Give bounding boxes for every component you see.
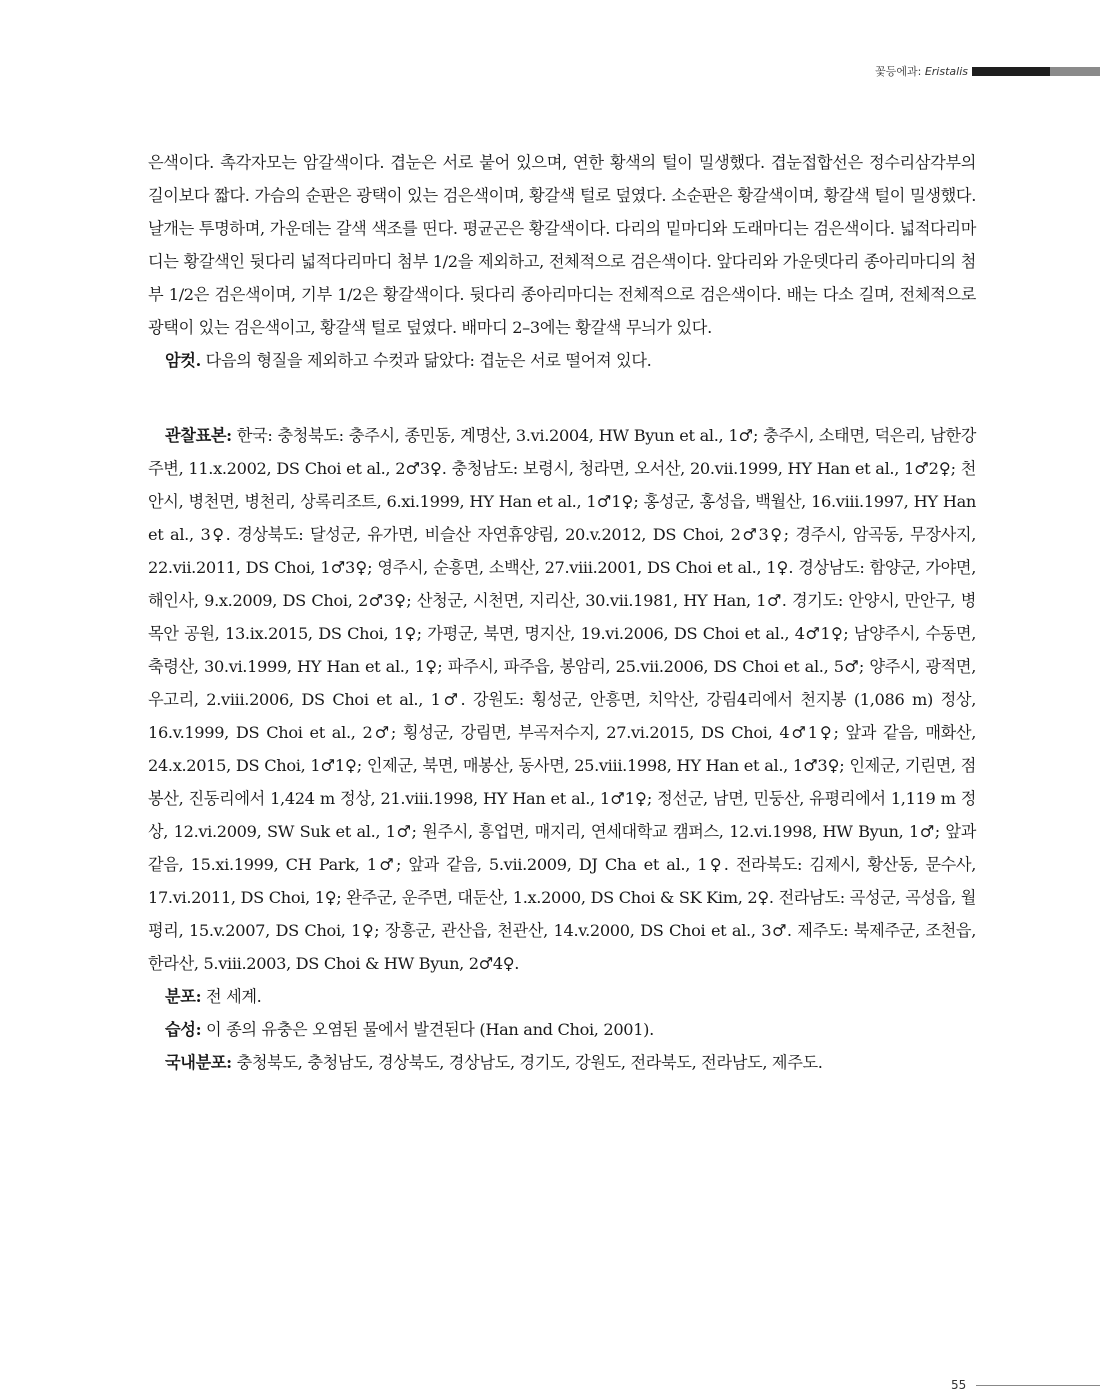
running-head-text — [875, 63, 968, 79]
footer-rule — [976, 1385, 1100, 1386]
habit-paragraph — [148, 1013, 976, 1046]
habit-text: 이 종의 유충은 오염된 물에서 발견된다 (Han and Choi, 2001). — [201, 1020, 654, 1039]
specimens-paragraph — [148, 419, 976, 980]
specimens-text: 한국: 충청북도: 충주시, 종민동, 계명산, 3.vi.2004, HW Byun et al., 1♂; 충주시, 소태면, 덕은리, 남한강 주변, 11.x.2002, DS Choi et al., 2♂3♀. 충청남도: 보령시, 청라면, 오서산, 20.vii.1999, HY Han et al., 1♂2♀; 천안시, 병천면, 병천리, 상록리조트, 6.xi.1999, HY Han et al., 1♂1♀; 홍성군, 홍성읍, 백월산, 16.viii.1997, HY Han et al., 3♀. 경상북도: 달성군, 유가면, 비슬산 자연휴양림, 20.v.2012, DS Choi, 2♂3♀; 경주시, 암곡동, 무장사지, 22.vii.2011, DS Choi, 1♂3♀; 영주시, 순흥면, 소백산, 27.viii.2001, DS Choi et al., 1♀. 경상남도: 함양군, 가야면, 해인사, 9.x.2009, DS Choi, 2♂3♀; 산청군, 시천면, 지리산, 30.vii.1981, HY Han, 1♂. 경기도: 안양시, 만안구, 병목안 공원, 13.ix.2015, DS Choi, 1♀; 가평군, 북면, 명지산, 19.vi.2006, DS Choi et al., 4♂1♀; 남양주시, 수동면, 축령산, 30.vi.1999, HY Han et al., 1♀; 파주시, 파주읍, 봉암리, 25.vii.2006, DS Choi et al., 5♂; 양주시, 광적면, 우고리, 2.viii.2006, DS Choi et al., 1♂. 강원도: 횡성군, 안흥면, 치악산, 강림4리에서 천지봉 (1,086 m) 정상, 16.v.1999, DS Choi et al., 2♂; 횡성군, 강림면, 부곡저수지, 27.vi.2015, DS Choi, 4♂1♀; 앞과 같음, 매화산, 24.x.2015, DS Choi, 1♂1♀; 인제군, 북면, 매봉산, 동사면, 25.viii.1998, HY Han et al., 1♂3♀; 인제군, 기린면, 점봉산, 진동리에서 1,424 m 정상, 21.viii.1998, HY Han et al., 1♂1♀; 정선군, 남면, 민둥산, 유평리에서 1,119 m 정상, 12.vi.2009, SW Suk et al., 1♂; 원주시, 흥업면, 매지리, 연세대학교 캠퍼스, 12.vi.1998, HW Byun, 1♂; 앞과 같음, 15.xi.1999, CH Park, 1♂; 앞과 같음, 5.vii.2009, DJ Cha et al., 1♀. 전라북도: 김제시, 황산동, 문수사, 17.vi.2011, DS Choi, 1♀; 완주군, 운주면, 대둔산, 1.x.2000, DS Choi & SK Kim, 2♀. 전라남도: 곡성군, 곡성읍, 월평리, 15.v.2007, DS Choi, 1♀; 장흥군, 관산읍, 천관산, 14.v.2000, DS Choi et al., 3♂. 제주도: 북제주군, 조천읍, 한라산, 5.viii.2003, DS Choi & HW Byun, 2♂4♀. — [148, 426, 976, 973]
distribution-label: 분포: — [165, 987, 202, 1006]
running-head-bar-gray — [1050, 67, 1100, 76]
distribution-paragraph — [148, 980, 976, 1013]
page-number: 55 — [951, 1378, 967, 1392]
section-gap — [148, 377, 976, 419]
main-text — [148, 146, 976, 1079]
female-label: 암컷. — [165, 351, 201, 370]
habit-label: 습성: — [165, 1020, 202, 1039]
distribution-text: 전 세계. — [201, 987, 262, 1006]
korea-distribution-paragraph — [148, 1046, 976, 1079]
running-head-genus: Eristalis — [924, 65, 968, 78]
running-head — [875, 64, 1100, 78]
korea-distribution-label: 국내분포: — [165, 1053, 232, 1072]
specimens-label: 관찰표본: — [165, 426, 232, 445]
page-footer — [951, 1378, 1100, 1392]
female-paragraph — [148, 344, 976, 377]
korea-distribution-text: 충청북도, 충청남도, 경상북도, 경상남도, 경기도, 강원도, 전라북도, 전라남도, 제주도. — [231, 1053, 823, 1072]
description-paragraph: 은색이다. 촉각자모는 암갈색이다. 겹눈은 서로 붙어 있으며, 연한 황색의 털이 밀생했다. 겹눈접합선은 정수리삼각부의 길이보다 짧다. 가슴의 순판은 광택이 있는 검은색이며, 황갈색 털로 덮였다. 소순판은 황갈색이며, 황갈색 털이 밀생했다. 날개는 투명하며, 가운데는 갈색 색조를 띤다. 평균곤은 황갈색이다. 다리의 밑마디와 도래마디는 검은색이다. 넓적다리마디는 황갈색인 뒷다리 넓적다리마디 첨부 1/2을 제외하고, 전체적으로 검은색이다. 앞다리와 가운뎃다리 종아리마디의 첨부 1/2은 검은색이며, 기부 1/2은 황갈색이다. 뒷다리 종아리마디는 전체적으로 검은색이다. 배는 다소 길며, 전체적으로 광택이 있는 검은색이고, 황갈색 털로 덮였다. 배마디 2–3에는 황갈색 무늬가 있다. — [148, 153, 976, 337]
female-text: 다음의 형질을 제외하고 수컷과 닮았다: 겹눈은 서로 떨어져 있다. — [200, 351, 652, 370]
running-head-section: 꽃등에과: — [875, 65, 922, 78]
running-head-bar-dark — [972, 67, 1050, 76]
